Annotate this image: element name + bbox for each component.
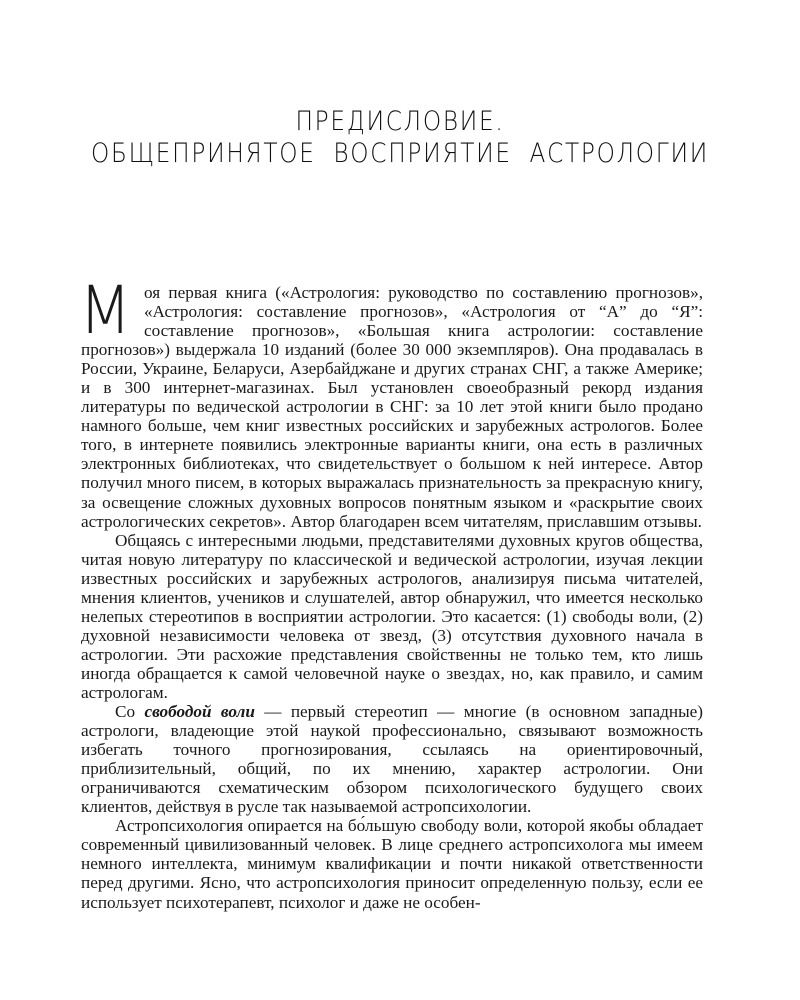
chapter-title-line-1: ПРЕДИСЛОВИЕ.	[295, 106, 505, 137]
paragraph-3	[81, 702, 703, 816]
chapter-title-line-2: ОБЩЕПРИНЯТОЕ ВОСПРИЯТИЕ АСТРОЛОГИИ	[91, 138, 709, 169]
paragraph-3-text: — первый стереотип — многие (в основном западные) астрологи, владеющие этой наукой профессионально, связывают возможность избегать точного прогнозирования, ссылаясь на ориентировочный, приблизительный, общий, по их мнению, характер астрологии. Они ограничиваются схематическим обзором психологического будущего своих клиентов, действуя в русле так называемой астропсихологии.	[81, 702, 703, 817]
body-text	[79, 272, 703, 912]
emphasized-term: свободой воли	[144, 702, 255, 722]
paragraph-1	[79, 272, 703, 531]
paragraph-1-text: оя первая книга («Астрология: руководство по составлению прогнозов», «Астрология: составление прогнозов», «Астрология от “А” до “Я”: составление прогнозов», «Большая книга астрологии: составление прогнозов») выдержала 10 изданий (более 30 000 экземпляров). Она продавалась в России, Украине, Беларуси, Азербайджане и других странах СНГ, а также Америке; и в 300 интернет-магазинах. Был установлен своеобразный рекорд издания литературы по ведической астрологии в СНГ: за 10 лет этой книги было продано намного больше, чем книг известных российских и зарубежных астрологов. Более того, в интернете появились электронные варианты книги, она есть в различных электронных библиотеках, что свидетельствует о большом к ней интересе. Автор получил много писем, в которых выражалась признательность за прекрасную книгу, за освещение сложных духовных вопросов понятным языком и «раскрытие своих астрологических секретов». Автор благодарен всем читателям, приславшим отзывы.	[81, 283, 703, 531]
paragraph-3-lead: Со	[115, 702, 145, 722]
paragraph-4: Астропсихология опирается на бо́льшую свободу воли, которой якобы обладает современный цивилизованный человек. В лице среднего астропсихолога мы имеем немного интеллекта, минимум квалификации и почти никакой ответственности перед другими. Ясно, что астропсихология приносит определенную пользу, если ее использует психотерапевт, психолог и даже не особен-	[81, 816, 703, 912]
drop-cap: М	[79, 272, 132, 349]
paragraph-2: Общаясь с интересными людьми, представителями духовных кругов общества, читая новую литературу по классической и ведической астрологии, изучая лекции известных российских и зарубежных астрологов, анализируя письма читателей, мнения клиентов, учеников и слушателей, автор обнаружил, что имеется несколько нелепых стереотипов в восприятии астрологии. Это касается: (1) свободы воли, (2) духовной независимости человека от звезд, (3) отсутствия духовного начала в астрологии. Эти расхожие представления свойственны не только тем, кто лишь иногда обращается к самой человечной науке о звездах, но, как правило, и самим астрологам.	[81, 530, 703, 702]
